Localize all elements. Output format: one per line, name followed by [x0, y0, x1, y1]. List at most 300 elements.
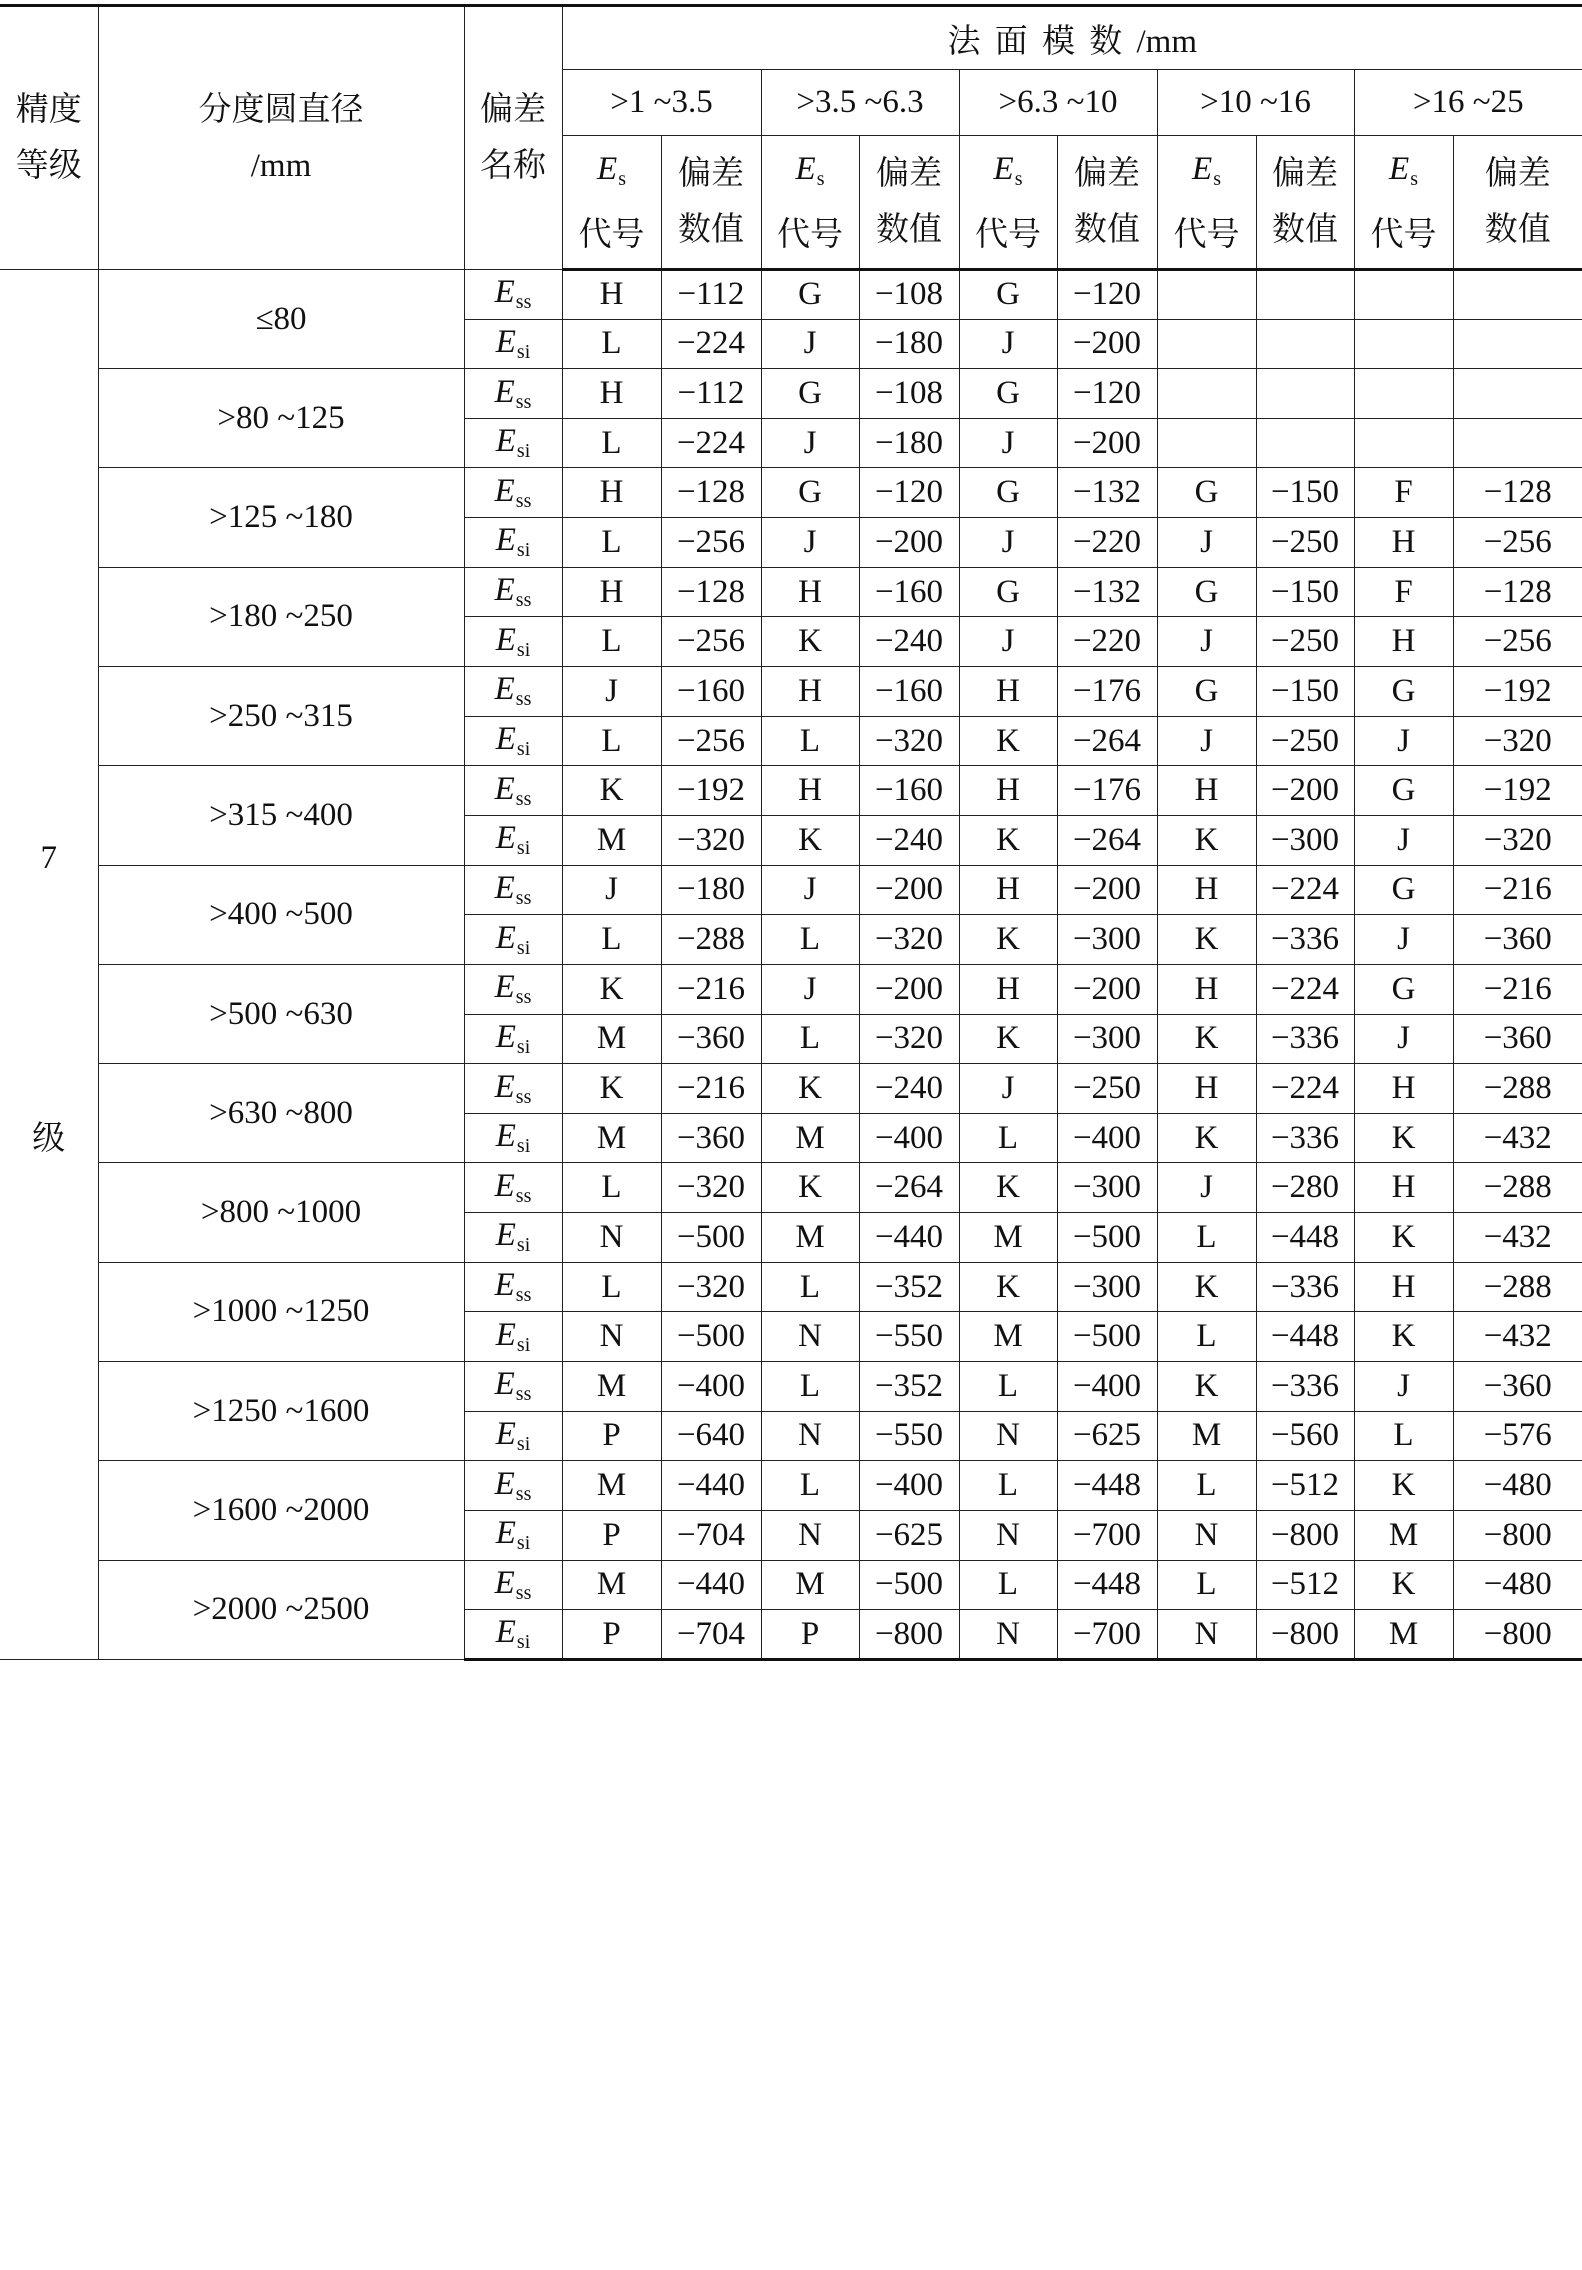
- value-cell: −128: [1453, 567, 1582, 617]
- code-cell: H: [959, 667, 1057, 717]
- code-cell: L: [761, 1262, 859, 1312]
- value-cell: −200: [1057, 319, 1157, 369]
- code-cell: J: [761, 865, 859, 915]
- deviation-symbol: $E_{ss}$: [494, 472, 532, 512]
- code-cell: P: [562, 1411, 661, 1461]
- code-cell: M: [562, 1461, 661, 1511]
- value-cell: −128: [1453, 468, 1582, 518]
- value-cell: −216: [661, 964, 761, 1014]
- code-cell: L: [562, 1262, 661, 1312]
- deviation-name-si: [464, 1113, 562, 1163]
- code-cell: N: [562, 1312, 661, 1362]
- code-cell: K: [1157, 1362, 1256, 1412]
- code-cell: [1157, 369, 1256, 419]
- code-cell: P: [761, 1610, 859, 1660]
- code-cell: K: [761, 617, 859, 667]
- code-cell: L: [761, 1362, 859, 1412]
- value-cell: [1256, 270, 1354, 320]
- deviation-symbol: $E_{si}$: [495, 1217, 531, 1257]
- value-cell: −300: [1057, 1262, 1157, 1312]
- code-cell: [1354, 418, 1453, 468]
- code-cell: H: [761, 567, 859, 617]
- code-cell: K: [562, 964, 661, 1014]
- code-symbol: $E_s$: [993, 151, 1023, 190]
- code-cell: J: [761, 418, 859, 468]
- code-cell: J: [1354, 816, 1453, 866]
- code-cell: L: [959, 1362, 1057, 1412]
- code-cell: K: [1354, 1312, 1453, 1362]
- value-cell: −320: [859, 1014, 959, 1064]
- deviation-symbol: $E_{si}$: [495, 621, 531, 661]
- code-symbol: $E_s$: [795, 151, 825, 190]
- code-cell: J: [761, 964, 859, 1014]
- value-cell: −132: [1057, 468, 1157, 518]
- value-cell: −300: [1057, 1163, 1157, 1213]
- code-cell: L: [1354, 1411, 1453, 1461]
- value-cell: −240: [859, 1064, 959, 1114]
- value-cell: −336: [1256, 915, 1354, 965]
- code-cell: H: [1354, 518, 1453, 568]
- deviation-symbol: $E_{si}$: [495, 1316, 531, 1356]
- value-cell: −360: [661, 1014, 761, 1064]
- code-cell: H: [562, 567, 661, 617]
- value-cell: −224: [1256, 865, 1354, 915]
- value-cell: −320: [661, 1262, 761, 1312]
- deviation-name-si: [464, 319, 562, 369]
- value-cell: −176: [1057, 766, 1157, 816]
- code-cell: M: [959, 1213, 1057, 1263]
- value-cell: −560: [1256, 1411, 1354, 1461]
- code-cell: K: [959, 915, 1057, 965]
- value-cell: −800: [1453, 1610, 1582, 1660]
- code-cell: [1157, 418, 1256, 468]
- value-cell: −360: [1453, 1014, 1582, 1064]
- table-row: [0, 1362, 1582, 1412]
- deviation-name-ss: [464, 1461, 562, 1511]
- table-row: [0, 1163, 1582, 1213]
- code-cell: K: [959, 1014, 1057, 1064]
- value-cell: −180: [661, 865, 761, 915]
- code-cell: L: [761, 1014, 859, 1064]
- value-cell: −108: [859, 270, 959, 320]
- grade-value: 7: [40, 840, 57, 876]
- code-cell: G: [761, 468, 859, 518]
- code-cell: M: [1354, 1510, 1453, 1560]
- value-cell: −320: [661, 816, 761, 866]
- value-cell: −336: [1256, 1262, 1354, 1312]
- header-diameter-line2: /mm: [250, 148, 312, 184]
- code-cell: L: [1157, 1312, 1256, 1362]
- value-cell: −320: [1453, 816, 1582, 866]
- value-cell: −192: [1453, 667, 1582, 717]
- value-cell: −200: [1057, 964, 1157, 1014]
- code-cell: G: [1354, 667, 1453, 717]
- value-cell: −150: [1256, 567, 1354, 617]
- code-label: 代号: [777, 217, 843, 253]
- code-cell: L: [959, 1560, 1057, 1610]
- deviation-name-si: [464, 1014, 562, 1064]
- code-cell: M: [562, 1560, 661, 1610]
- value-cell: −256: [661, 518, 761, 568]
- deviation-symbol: $E_{ss}$: [494, 1465, 532, 1505]
- value-cell: −448: [1256, 1213, 1354, 1263]
- code-cell: N: [1157, 1510, 1256, 1560]
- value-cell: −250: [1256, 716, 1354, 766]
- deviation-symbol: $E_{ss}$: [494, 1167, 532, 1207]
- code-cell: L: [1157, 1213, 1256, 1263]
- code-cell: K: [959, 716, 1057, 766]
- value-cell: −220: [1057, 617, 1157, 667]
- value-label-line2: 数值: [1074, 212, 1140, 248]
- code-cell: J: [562, 667, 661, 717]
- value-cell: −150: [1256, 468, 1354, 518]
- code-cell: K: [1354, 1113, 1453, 1163]
- deviation-name-ss: [464, 1262, 562, 1312]
- code-cell: J: [1354, 915, 1453, 965]
- code-cell: H: [562, 270, 661, 320]
- deviation-name-ss: [464, 1560, 562, 1610]
- code-cell: H: [1354, 1163, 1453, 1213]
- table-row: [0, 667, 1582, 717]
- value-label-line1: 偏差: [678, 156, 744, 192]
- code-cell: J: [959, 1064, 1057, 1114]
- code-cell: G: [1157, 667, 1256, 717]
- deviation-name-ss: [464, 567, 562, 617]
- deviation-name-si: [464, 1610, 562, 1660]
- deviation-name-si: [464, 518, 562, 568]
- code-cell: G: [1354, 964, 1453, 1014]
- diameter-cell: >315 ~400: [98, 766, 464, 865]
- code-cell: M: [562, 1362, 661, 1412]
- header-code-4: [1157, 136, 1256, 270]
- value-cell: −120: [1057, 270, 1157, 320]
- value-cell: −300: [1057, 1014, 1157, 1064]
- value-cell: −256: [1453, 617, 1582, 667]
- value-cell: −800: [859, 1610, 959, 1660]
- deviation-symbol: $E_{si}$: [495, 1118, 531, 1158]
- value-label-line1: 偏差: [1074, 156, 1140, 192]
- value-cell: −440: [661, 1560, 761, 1610]
- value-cell: −500: [859, 1560, 959, 1610]
- diameter-cell: >630 ~800: [98, 1064, 464, 1163]
- deviation-name-si: [464, 915, 562, 965]
- value-cell: −448: [1057, 1461, 1157, 1511]
- value-cell: [1453, 369, 1582, 419]
- code-cell: H: [1157, 964, 1256, 1014]
- deviation-name-si: [464, 1411, 562, 1461]
- value-cell: −800: [1453, 1510, 1582, 1560]
- header-value-1: [661, 136, 761, 270]
- value-cell: −336: [1256, 1014, 1354, 1064]
- value-cell: −300: [1256, 816, 1354, 866]
- deviation-symbol: $E_{si}$: [495, 721, 531, 761]
- table-row: [0, 865, 1582, 915]
- deviation-table: [0, 4, 1582, 1661]
- code-cell: M: [1157, 1411, 1256, 1461]
- code-cell: N: [761, 1312, 859, 1362]
- value-cell: −448: [1057, 1560, 1157, 1610]
- code-cell: N: [761, 1510, 859, 1560]
- deviation-name-ss: [464, 1163, 562, 1213]
- value-cell: −480: [1453, 1461, 1582, 1511]
- table-row: [0, 766, 1582, 816]
- value-cell: −250: [1256, 518, 1354, 568]
- value-cell: [1453, 418, 1582, 468]
- deviation-symbol: $E_{si}$: [495, 1515, 531, 1555]
- diameter-cell: >1000 ~1250: [98, 1262, 464, 1361]
- value-cell: −120: [859, 468, 959, 518]
- value-cell: −200: [1057, 865, 1157, 915]
- code-cell: M: [761, 1560, 859, 1610]
- value-cell: −128: [661, 468, 761, 518]
- value-cell: −180: [859, 418, 959, 468]
- code-cell: G: [959, 468, 1057, 518]
- header-deviation-name: 偏差名称: [464, 6, 562, 270]
- code-cell: L: [959, 1461, 1057, 1511]
- code-cell: L: [1157, 1461, 1256, 1511]
- code-cell: K: [959, 1163, 1057, 1213]
- value-cell: −240: [859, 617, 959, 667]
- value-cell: −352: [859, 1362, 959, 1412]
- deviation-name-si: [464, 1510, 562, 1560]
- header-value-5: [1453, 136, 1582, 270]
- header-code-5: [1354, 136, 1453, 270]
- header-diameter: [98, 6, 464, 270]
- value-cell: −400: [859, 1113, 959, 1163]
- code-cell: K: [1354, 1560, 1453, 1610]
- value-cell: −264: [1057, 816, 1157, 866]
- diameter-cell: >500 ~630: [98, 964, 464, 1063]
- code-cell: [1157, 270, 1256, 320]
- deviation-symbol: $E_{ss}$: [494, 1366, 532, 1406]
- deviation-name-ss: [464, 964, 562, 1014]
- table-row: [0, 270, 1582, 320]
- deviation-name-ss: [464, 468, 562, 518]
- value-cell: −224: [661, 418, 761, 468]
- diameter-cell: >800 ~1000: [98, 1163, 464, 1262]
- value-cell: −176: [1057, 667, 1157, 717]
- deviation-symbol: $E_{ss}$: [494, 274, 532, 314]
- code-cell: J: [1354, 716, 1453, 766]
- code-cell: M: [562, 1014, 661, 1064]
- table-row: [0, 567, 1582, 617]
- value-cell: −280: [1256, 1163, 1354, 1213]
- code-cell: H: [562, 468, 661, 518]
- code-cell: M: [1354, 1610, 1453, 1660]
- value-label-line2: 数值: [1272, 212, 1338, 248]
- deviation-symbol: $E_{ss}$: [494, 373, 532, 413]
- code-cell: G: [1354, 766, 1453, 816]
- value-cell: −360: [1453, 915, 1582, 965]
- value-cell: −288: [1453, 1262, 1582, 1312]
- code-cell: J: [959, 319, 1057, 369]
- deviation-symbol: $E_{ss}$: [494, 869, 532, 909]
- diameter-cell: >180 ~250: [98, 567, 464, 666]
- header-module-title: 法 面 模 数 /mm: [562, 6, 1582, 70]
- value-cell: −625: [859, 1510, 959, 1560]
- value-cell: −360: [1453, 1362, 1582, 1412]
- value-cell: −432: [1453, 1312, 1582, 1362]
- value-cell: −224: [1256, 1064, 1354, 1114]
- value-cell: −112: [661, 369, 761, 419]
- value-cell: −800: [1256, 1610, 1354, 1660]
- code-cell: G: [959, 369, 1057, 419]
- value-cell: −320: [859, 716, 959, 766]
- deviation-symbol: $E_{ss}$: [494, 1564, 532, 1604]
- value-cell: [1453, 319, 1582, 369]
- code-cell: J: [562, 865, 661, 915]
- diameter-cell: >1600 ~2000: [98, 1461, 464, 1560]
- value-cell: −240: [859, 816, 959, 866]
- code-cell: L: [562, 319, 661, 369]
- code-cell: J: [1354, 1362, 1453, 1412]
- code-cell: L: [761, 915, 859, 965]
- deviation-name-ss: [464, 1064, 562, 1114]
- value-cell: −448: [1256, 1312, 1354, 1362]
- deviation-name-si: [464, 617, 562, 667]
- code-cell: N: [1157, 1610, 1256, 1660]
- code-cell: K: [959, 816, 1057, 866]
- value-cell: −160: [859, 567, 959, 617]
- code-cell: J: [1354, 1014, 1453, 1064]
- value-cell: −625: [1057, 1411, 1157, 1461]
- grade-cell: [0, 270, 98, 1660]
- code-cell: K: [1157, 1262, 1256, 1312]
- value-cell: −200: [859, 964, 959, 1014]
- value-cell: −336: [1256, 1362, 1354, 1412]
- header-code-2: [761, 136, 859, 270]
- value-cell: −160: [859, 667, 959, 717]
- code-symbol: $E_s$: [1389, 151, 1418, 190]
- value-cell: −288: [1453, 1064, 1582, 1114]
- table-row: [0, 1461, 1582, 1511]
- code-cell: K: [959, 1262, 1057, 1312]
- code-cell: H: [1157, 1064, 1256, 1114]
- deviation-name-si: [464, 816, 562, 866]
- value-cell: −300: [1057, 915, 1157, 965]
- value-cell: −200: [859, 518, 959, 568]
- value-cell: −132: [1057, 567, 1157, 617]
- code-cell: K: [1354, 1213, 1453, 1263]
- deviation-name-ss: [464, 865, 562, 915]
- value-cell: −320: [859, 915, 959, 965]
- code-cell: K: [761, 816, 859, 866]
- code-cell: H: [1354, 1064, 1453, 1114]
- code-cell: P: [562, 1510, 661, 1560]
- header-value-4: [1256, 136, 1354, 270]
- code-cell: H: [1157, 865, 1256, 915]
- deviation-name-ss: [464, 667, 562, 717]
- code-cell: L: [562, 716, 661, 766]
- code-cell: K: [562, 1064, 661, 1114]
- code-cell: J: [959, 518, 1057, 568]
- value-label-line2: 数值: [876, 212, 942, 248]
- deviation-symbol: $E_{si}$: [495, 423, 531, 463]
- code-cell: [1354, 319, 1453, 369]
- value-label-line1: 偏差: [1272, 156, 1338, 192]
- code-cell: L: [1157, 1560, 1256, 1610]
- table-row: [0, 1262, 1582, 1312]
- code-cell: M: [562, 816, 661, 866]
- value-cell: −250: [1256, 617, 1354, 667]
- deviation-symbol: $E_{ss}$: [494, 770, 532, 810]
- value-cell: −400: [859, 1461, 959, 1511]
- table-row: [0, 1064, 1582, 1114]
- value-cell: −400: [1057, 1362, 1157, 1412]
- code-cell: K: [1157, 816, 1256, 866]
- value-cell: −192: [661, 766, 761, 816]
- diameter-cell: ≤80: [98, 270, 464, 369]
- code-cell: H: [1354, 617, 1453, 667]
- code-cell: L: [562, 617, 661, 667]
- code-cell: K: [1157, 1014, 1256, 1064]
- code-cell: K: [761, 1163, 859, 1213]
- code-cell: L: [562, 1163, 661, 1213]
- table-row: [0, 1560, 1582, 1610]
- header-code-1: [562, 136, 661, 270]
- code-cell: H: [761, 667, 859, 717]
- value-cell: −432: [1453, 1213, 1582, 1263]
- code-cell: M: [959, 1312, 1057, 1362]
- code-symbol: $E_s$: [1192, 151, 1221, 190]
- deviation-symbol: $E_{si}$: [495, 919, 531, 959]
- code-cell: G: [959, 270, 1057, 320]
- value-cell: −216: [1453, 964, 1582, 1014]
- value-cell: −224: [661, 319, 761, 369]
- code-cell: N: [562, 1213, 661, 1263]
- value-cell: −440: [859, 1213, 959, 1263]
- value-cell: −288: [1453, 1163, 1582, 1213]
- code-label: 代号: [1173, 217, 1240, 253]
- code-cell: L: [562, 915, 661, 965]
- value-cell: −432: [1453, 1113, 1582, 1163]
- code-cell: K: [1157, 915, 1256, 965]
- code-cell: H: [959, 865, 1057, 915]
- code-cell: N: [959, 1411, 1057, 1461]
- value-cell: −180: [859, 319, 959, 369]
- value-cell: −400: [661, 1362, 761, 1412]
- value-cell: −500: [1057, 1312, 1157, 1362]
- deviation-symbol: $E_{ss}$: [494, 572, 532, 612]
- deviation-name-si: [464, 1312, 562, 1362]
- module-range-1: >1 ~3.5: [562, 70, 761, 136]
- module-range-5: >16 ~25: [1354, 70, 1582, 136]
- code-cell: J: [761, 518, 859, 568]
- value-cell: −112: [661, 270, 761, 320]
- value-cell: −500: [1057, 1213, 1157, 1263]
- header-grade: 精度等级: [0, 6, 98, 270]
- value-cell: [1453, 270, 1582, 320]
- code-cell: P: [562, 1610, 661, 1660]
- code-cell: F: [1354, 567, 1453, 617]
- code-cell: J: [1157, 1163, 1256, 1213]
- code-cell: J: [1157, 617, 1256, 667]
- code-cell: M: [761, 1213, 859, 1263]
- value-cell: −704: [661, 1610, 761, 1660]
- value-cell: −440: [661, 1461, 761, 1511]
- deviation-name-si: [464, 716, 562, 766]
- code-label: 代号: [578, 217, 645, 253]
- value-cell: −700: [1057, 1610, 1157, 1660]
- value-cell: −512: [1256, 1560, 1354, 1610]
- deviation-symbol: $E_{si}$: [495, 1415, 531, 1455]
- module-range-2: >3.5 ~6.3: [761, 70, 959, 136]
- deviation-name-si: [464, 1213, 562, 1263]
- code-cell: J: [1157, 518, 1256, 568]
- code-cell: H: [562, 369, 661, 419]
- header-code-3: [959, 136, 1057, 270]
- code-cell: G: [1354, 865, 1453, 915]
